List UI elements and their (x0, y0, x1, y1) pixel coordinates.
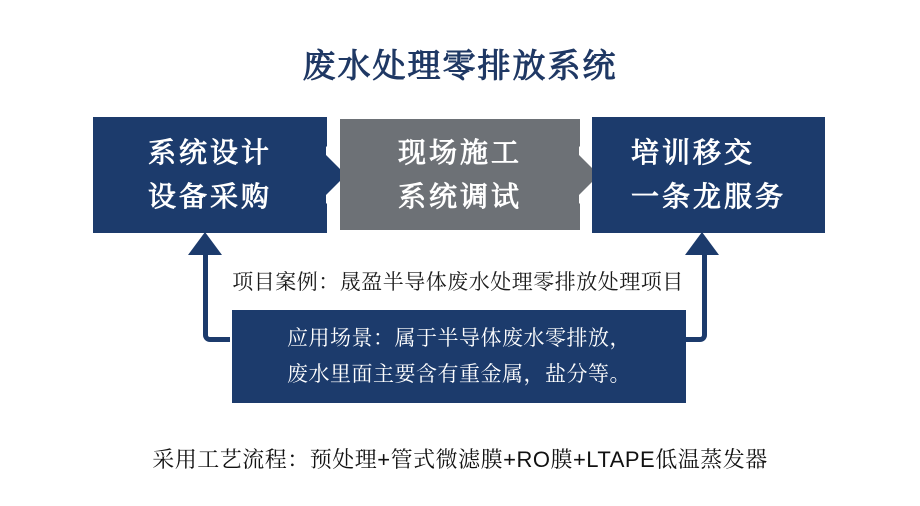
flow-step-line: 一条龙服务 (630, 181, 786, 212)
flow-step-line: 系统设计 (147, 137, 272, 168)
flow-step-training-handover (592, 117, 825, 233)
project-case-text: 项目案例：晟盈半导体废水处理零排放处理项目 (232, 271, 684, 294)
process-flow-text: 采用工艺流程：预处理+管式微滤膜+RO膜+LTAPE低温蒸发器 (152, 447, 768, 472)
flow-step-label (398, 131, 522, 219)
page-title: 废水处理零排放系统 (302, 47, 618, 84)
flow-step-design-procurement (93, 117, 327, 233)
connector-line-left (203, 250, 230, 342)
flow-step-line: 系统调试 (397, 180, 522, 212)
flow-step-label (631, 131, 786, 219)
connector-line-right (683, 250, 707, 342)
flow-step-construction-commissioning (340, 119, 580, 230)
flow-step-line: 设备采购 (147, 181, 272, 212)
application-scenario-box (232, 310, 686, 403)
flow-step-line: 培训移交 (630, 137, 755, 168)
flow-step-label (148, 131, 272, 219)
application-scenario-line: 废水里面主要含有重金属，盐分等。 (287, 362, 631, 386)
application-scenario-line: 应用场景：属于半导体废水零排放， (287, 326, 631, 350)
flow-step-line: 现场施工 (397, 136, 522, 168)
